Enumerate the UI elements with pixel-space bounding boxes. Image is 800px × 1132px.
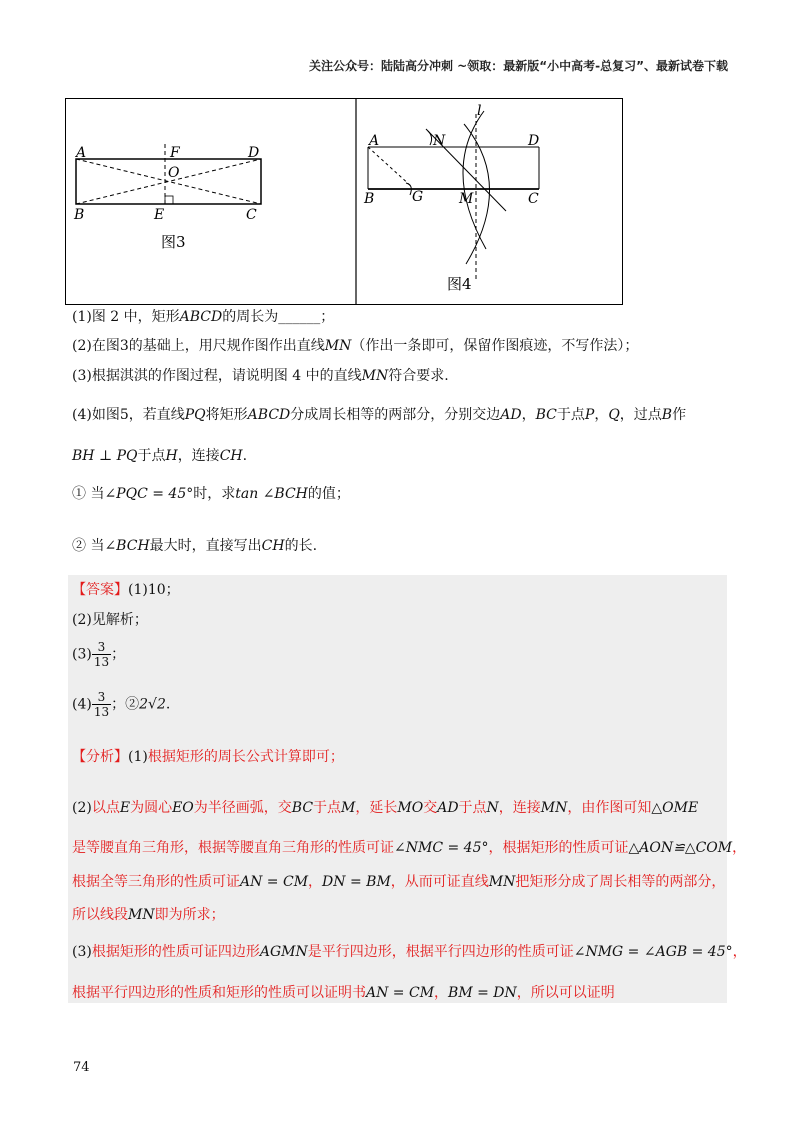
answer-panel (68, 575, 727, 1003)
fig4-label-l: l (477, 103, 482, 119)
fig3-label-o: O (168, 165, 180, 181)
answer-line-3: (3) $\frac{3}{13}$ ； (72, 640, 126, 669)
fig3-label-c: C (246, 207, 257, 223)
question-4-cont: BH ⊥ PQ于点H，连接CH. (72, 448, 248, 464)
answer-line-1: 【答案】(1)10； (72, 582, 180, 598)
fig3-caption: 图3 (161, 233, 186, 251)
fig4-label-c: C (528, 191, 539, 207)
question-4: (4)如图5，若直线PQ将矩形ABCD分成周长相等的两部分，分别交边AD，BC于点P，Q，过点B作 (72, 407, 687, 423)
page-number: 74 (73, 1060, 90, 1075)
page-header: 关注公众号：陆陆高分冲刺 ~领取：最新版“小中高考-总复习”、最新试卷下载 (309, 59, 728, 73)
figure-4 (363, 103, 539, 293)
analysis-2-line-2: 是等腰直角三角形，根据等腰直角三角形的性质可证∠NMC = 45°，根据矩形的性质可证△AON≌△COM， (72, 840, 747, 856)
fig3-label-a: A (76, 145, 87, 161)
fig4-label-n: N (433, 133, 446, 149)
analysis-2-line-3: 根据全等三角形的性质可证AN = CM，DN = BM，从而可证直线MN把矩形分成了周长相等的两部分， (72, 874, 726, 890)
fig4-label-a: A (369, 133, 380, 149)
answer-line-4: (4) $\frac{3}{13}$ ；②2√2. (72, 690, 171, 719)
fig3-label-e: E (154, 207, 165, 223)
figure-panel (65, 98, 623, 305)
fig4-label-b: B (364, 191, 375, 207)
analysis-3: (3)根据矩形的性质可证四边形AGMN是平行四边形，根据平行四边形的性质可证∠NMG = ∠AGB = 45°， (72, 944, 747, 960)
analysis-3-line-2: 根据平行四边形的性质和矩形的性质可以证明书AN = CM，BM = DN，所以可以证明 (72, 985, 615, 1001)
fig4-label-m: M (459, 191, 474, 207)
question-1: (1)图 2 中，矩形ABCD的周长为______； (72, 309, 335, 325)
answer-3-fraction: $\frac{3}{13}$ (93, 640, 110, 669)
answer-4-fraction: $\frac{3}{13}$ (93, 690, 110, 719)
fig3-label-b: B (74, 207, 85, 223)
figure-3 (73, 144, 261, 251)
answer-line-2: (2)见解析； (72, 612, 148, 628)
fig4-label-d: D (528, 133, 540, 149)
analysis-2-line-4: 所以线段MN即为所求； (72, 907, 225, 923)
question-3: (3)根据淇淇的作图过程，请说明图 4 中的直线MN符合要求. (72, 368, 449, 384)
sub-question-2: ② 当∠BCH最大时，直接写出CH的长. (72, 538, 318, 554)
fig3-label-f: F (170, 145, 180, 161)
analysis-2: (2)以点E为圆心EO为半径画弧，交BC于点M，延长MO交AD于点N，连接MN，由作图可知△OME (72, 800, 699, 816)
fig4-label-g: G (412, 189, 424, 205)
fig3-label-d: D (248, 145, 260, 161)
question-2: (2)在图3的基础上，用尺规作图作出直线MN（作出一条即可，保留作图痕迹，不写作法）； (72, 338, 639, 354)
sub-question-1: ① 当∠PQC = 45°时，求tan ∠BCH的值； (72, 486, 350, 502)
fig4-caption: 图4 (447, 275, 472, 293)
figure-drawings (66, 99, 622, 304)
analysis-1: 【分析】(1)根据矩形的周长公式计算即可； (72, 749, 344, 765)
